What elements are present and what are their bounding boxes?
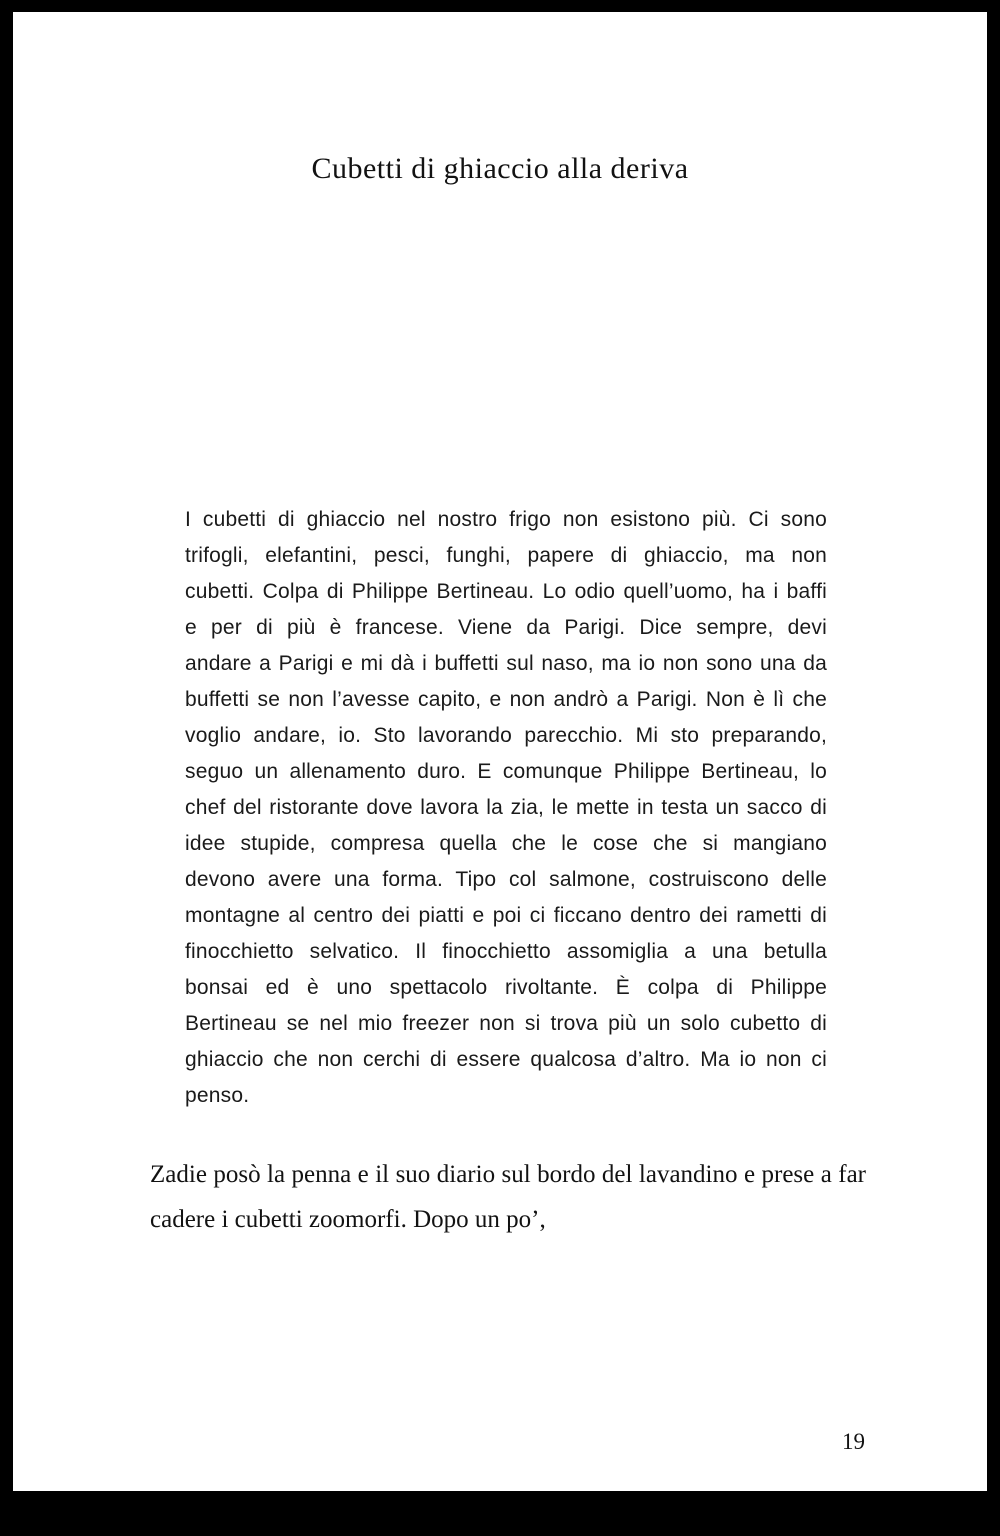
book-page: [13, 12, 987, 1491]
page-number: 19: [842, 1429, 865, 1454]
narrative-paragraph: Zadie posò la penna e il suo diario sul bordo del lavandino e prese a far cadere i cubetti zoomorfi. Dopo un po’,: [150, 1161, 866, 1233]
chapter-title: Cubetti di ghiaccio alla deriva: [311, 152, 689, 185]
diary-text: I cubetti di ghiaccio nel nostro frigo non esistono più. Ci sono trifogli, elefantini, pesci, funghi, papere di ghiaccio, ma non cubetti. Colpa di Philippe Bertineau. Lo odio quell’uomo, ha i baffi e per di più è francese. Viene da Parigi. Dice sempre, devi andare a Parigi e mi dà i buffetti sul naso, ma io non sono una da buffetti se non l’avesse capito, e non andrò a Parigi. Non è lì che voglio andare, io. Sto lavorando parecchio. Mi sto preparando, seguo un allenamento duro. E comunque Philippe Bertineau, lo chef del ristorante dove lavora la zia, le mette in testa un sacco di idee stupide, compresa quella che le cose che si mangiano devono avere una forma. Tipo col salmone, costruiscono delle montagne al centro dei piatti e poi ci ficcano dentro dei rametti di finocchietto selvatico. Il finocchietto assomiglia a una betulla bonsai ed è uno spettacolo rivoltante. È colpa di Philippe Bertineau se nel mio freezer non si trova più un solo cubetto di ghiaccio che non cerchi di essere qualcosa d’altro. Ma io non ci penso.: [185, 508, 827, 1107]
